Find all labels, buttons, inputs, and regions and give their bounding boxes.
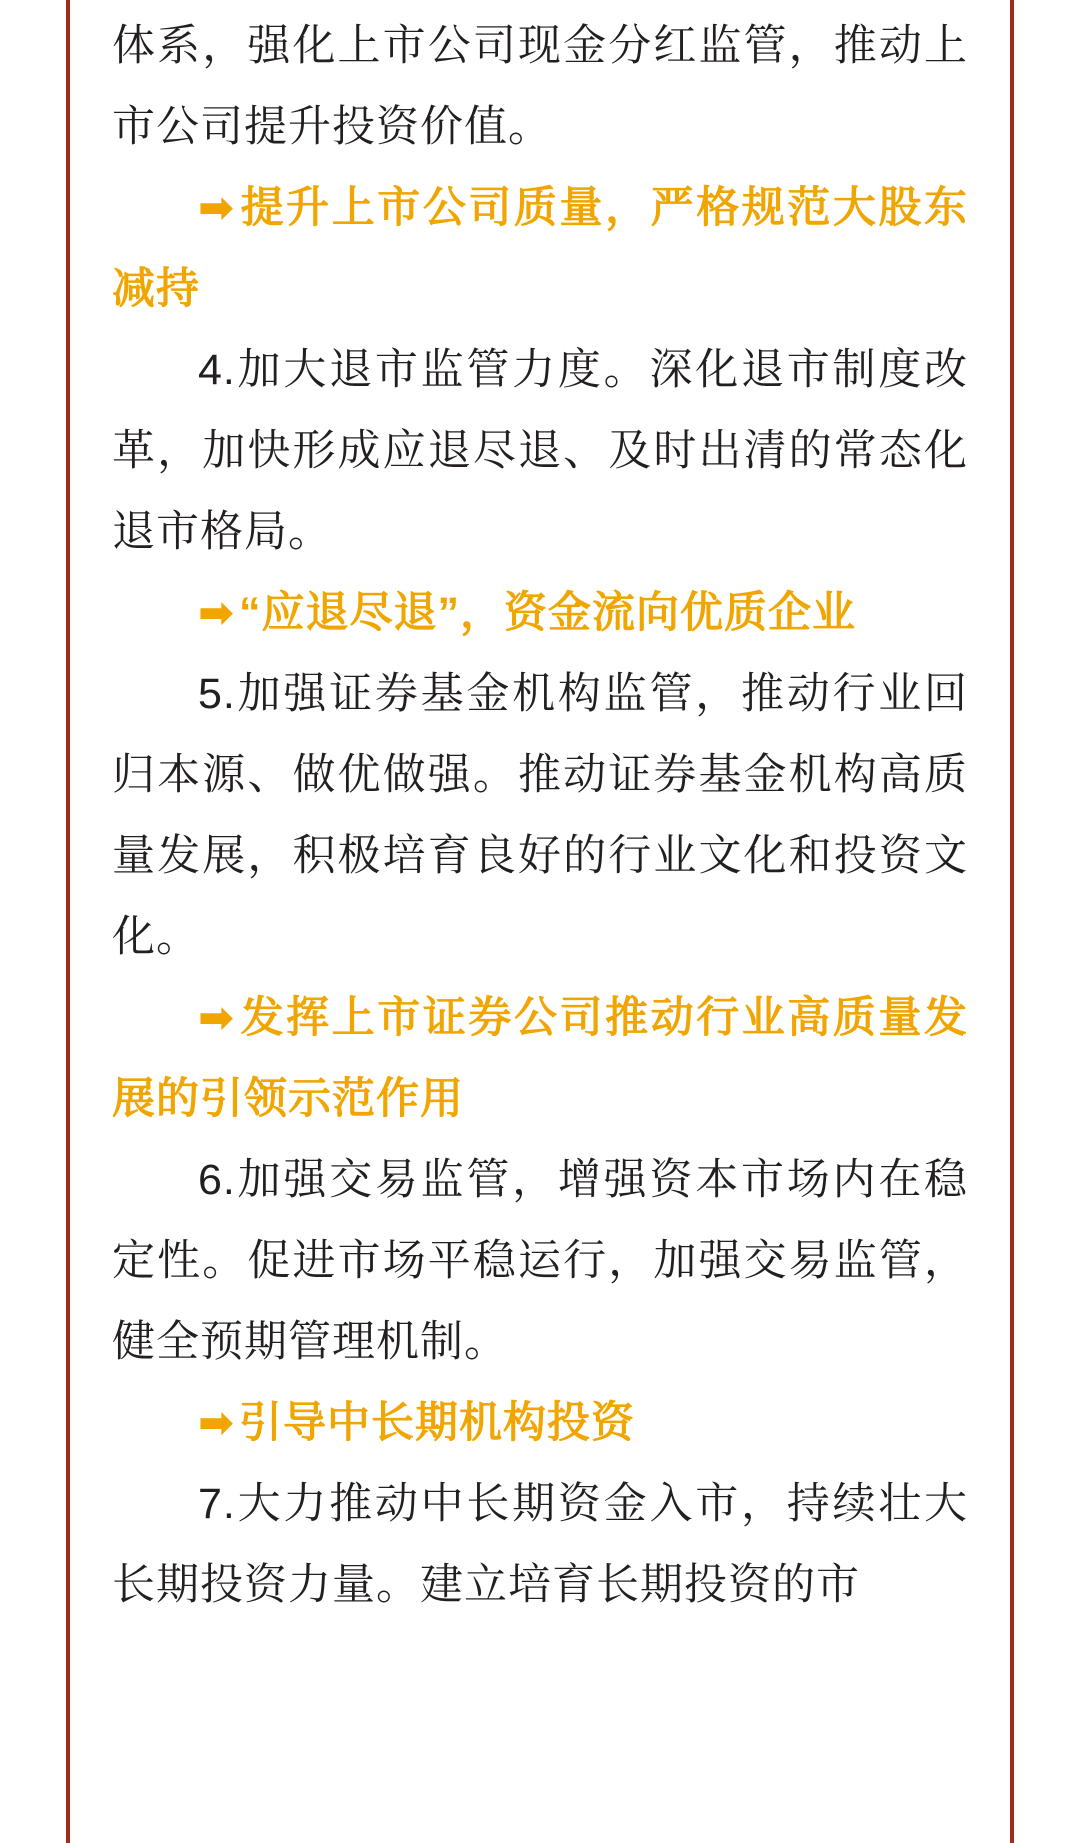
left-border-rule	[66, 0, 70, 1843]
right-border-rule	[1010, 0, 1014, 1843]
arrow-icon: ➡	[198, 994, 236, 1042]
paragraph-item-6: 6.加强交易监管，增强资本市场内在稳定性。促进市场平稳运行，加强交易监管，健全预期管理机制。	[112, 1156, 968, 1366]
highlight-callout-1	[112, 168, 968, 330]
highlight-text: 引导中长期机构投资	[239, 1399, 636, 1447]
arrow-icon: ➡	[198, 184, 236, 232]
paragraph-continuation: 体系，强化上市公司现金分红监管，推动上市公司提升投资价值。	[112, 22, 968, 151]
highlight-callout-3	[112, 978, 968, 1140]
arrow-icon: ➡	[198, 589, 236, 637]
highlight-text: 提升上市公司质量，严格规范大股东减持	[112, 184, 968, 313]
document-content	[112, 0, 968, 1843]
highlight-text: 发挥上市证券公司推动行业高质量发展的引领示范作用	[112, 994, 968, 1123]
highlight-callout-2	[112, 573, 968, 654]
highlight-text: “应退尽退”，资金流向优质企业	[239, 589, 857, 637]
paragraph-item-5: 5.加强证券基金机构监管，推动行业回归本源、做优做强。推动证券基金机构高质量发展，积极培育良好的行业文化和投资文化。	[112, 670, 968, 961]
highlight-callout-4	[112, 1383, 968, 1464]
arrow-icon: ➡	[198, 1399, 236, 1447]
paragraph-item-4: 4.加大退市监管力度。深化退市制度改革，加快形成应退尽退、及时出清的常态化退市格局。	[112, 346, 968, 556]
paragraph-item-7: 7.大力推动中长期资金入市，持续壮大长期投资力量。建立培育长期投资的市	[112, 1480, 968, 1609]
